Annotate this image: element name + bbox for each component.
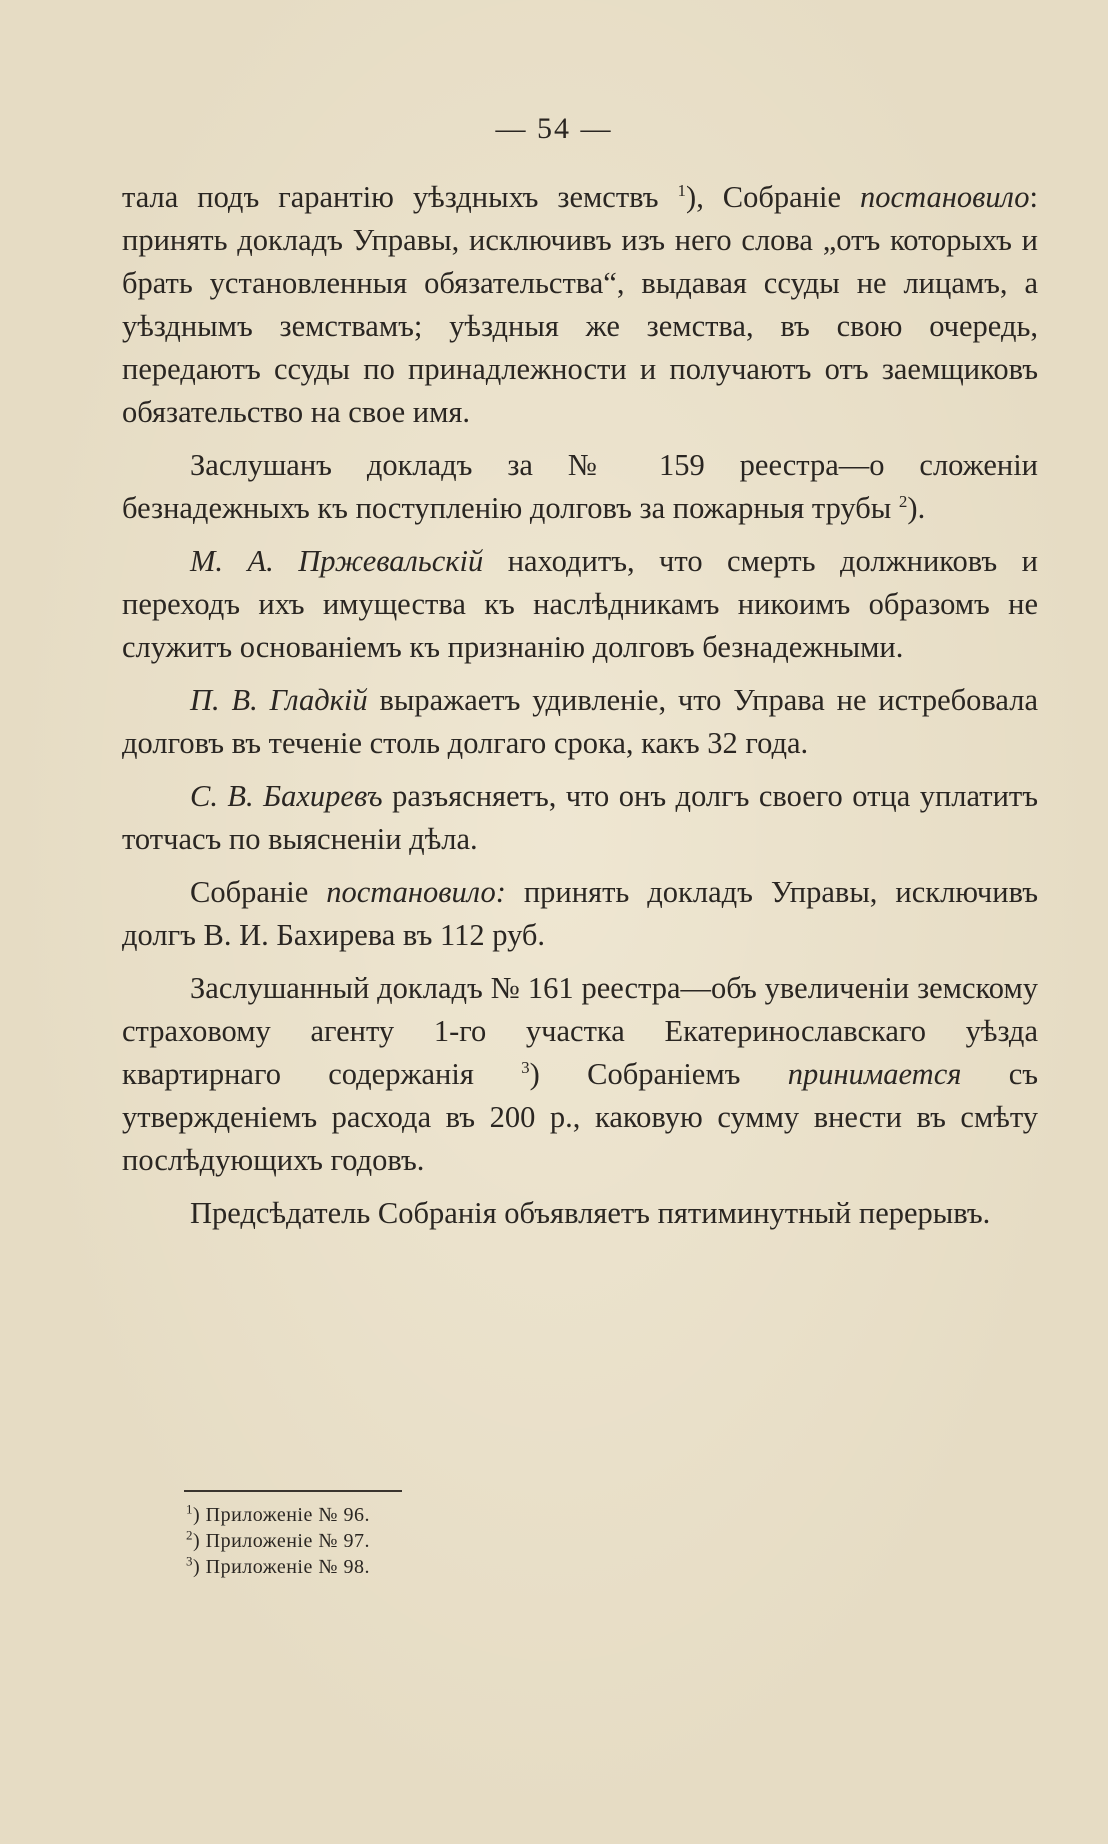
text-run: Заслушанный докладъ № 161 реестра—объ увеличеніи земскому страховому агенту 1-го участка Екатеринославскаго уѣзда квартирнаго содержанія <box>122 971 1038 1091</box>
footnote-reference: 2 <box>898 491 908 511</box>
text-run: съ утвержденіемъ расхода въ 200 р., каковую сумму внести въ смѣту послѣдующихъ годовъ. <box>122 1057 1039 1177</box>
footnote-reference: 3 <box>521 1057 530 1077</box>
text-run: Предсѣдатель Собранія объявляетъ пятиминутный перерывъ. <box>190 1196 991 1230</box>
footnote-text: ) Приложеніе № 98. <box>193 1556 370 1578</box>
emphasized-text: П. В. Гладкій <box>190 683 368 717</box>
paragraph <box>122 775 1038 861</box>
paragraph <box>122 871 1038 957</box>
text-run: Собраніе <box>190 875 327 909</box>
paragraph <box>122 967 1038 1182</box>
text-run: выражаетъ удивленіе, что Управа не истребовала долговъ въ теченіе столь долгаго срока, какъ 32 года. <box>122 683 1038 760</box>
footnote-text: ) Приложеніе № 96. <box>193 1504 370 1526</box>
footnotes <box>186 1502 786 1580</box>
paragraph <box>122 540 1038 669</box>
emphasized-text: постановило: <box>326 875 506 909</box>
paragraph <box>122 176 1038 434</box>
text-run: принять докладъ Управы, исключивъ долгъ В. И. Бахирева въ 112 руб. <box>122 875 1039 952</box>
text-run: ) Собраніемъ <box>529 1057 788 1091</box>
footnote-mark: 1 <box>186 1501 193 1517</box>
footnote-mark: 3 <box>186 1553 193 1569</box>
text-run: находитъ, что смерть должниковъ и переходъ ихъ имущества къ наслѣдникамъ никоимъ образомъ не служитъ основаніемъ къ признанію долговъ безнадежными. <box>122 544 1038 664</box>
footnote <box>186 1528 786 1554</box>
footnote-reference: 1 <box>677 180 687 200</box>
footnote <box>186 1554 786 1580</box>
text-run: ), Собраніе <box>686 180 861 214</box>
text-run: тала подъ гарантію уѣздныхъ земствъ <box>122 180 678 214</box>
paragraph <box>122 1192 1038 1235</box>
paragraph <box>122 444 1038 530</box>
emphasized-text: постановило <box>860 180 1030 214</box>
footnote-divider <box>184 1490 402 1492</box>
emphasized-text: С. В. Бахиревъ <box>190 779 383 813</box>
text-run: ). <box>907 491 926 525</box>
text-run: разъясняетъ, что онъ долгъ своего отца уплатитъ тотчасъ по выясненіи дѣла. <box>122 779 1038 856</box>
footnote-text: ) Приложеніе № 97. <box>193 1530 370 1552</box>
text-run: : принять докладъ Управы, исключивъ изъ него слова „отъ которыхъ и брать установленныя обязательства“, выдавая ссуды не лицамъ, а уѣзднымъ земствамъ; уѣздныя же земства, въ свою очередь, передаютъ ссуды по принадлежности и получаютъ отъ заемщиковъ обязательство на свое имя. <box>122 180 1038 429</box>
emphasized-text: М. А. Пржевальскій <box>190 544 484 578</box>
emphasized-text: принимается <box>787 1057 962 1091</box>
body-text <box>122 176 1038 1245</box>
footnote-mark: 2 <box>186 1527 193 1543</box>
paragraph <box>122 679 1038 765</box>
page-number: — 54 — <box>495 112 613 145</box>
footnote <box>186 1502 786 1528</box>
text-run: Заслушанъ докладъ за № 159 реестра—о сложеніи безнадежныхъ къ поступленію долговъ за пожарныя трубы <box>122 448 1038 525</box>
